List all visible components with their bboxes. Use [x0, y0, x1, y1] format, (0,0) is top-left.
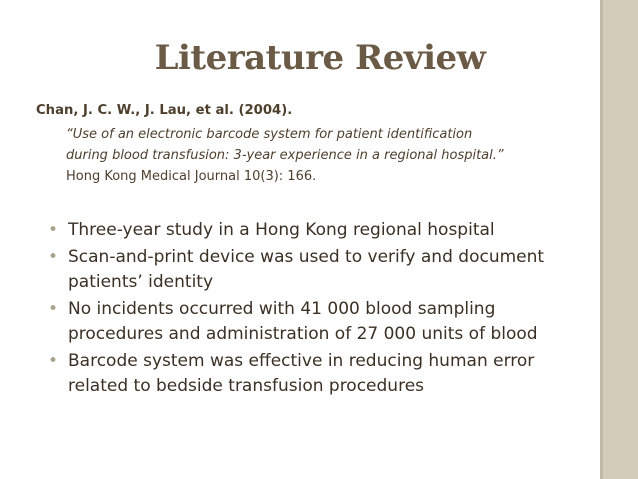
side-band-edge	[600, 0, 603, 479]
citation-block	[36, 103, 596, 187]
slide-title: Literature Review	[154, 38, 486, 78]
bullet-dot-icon: •	[48, 247, 59, 267]
citation-article-title	[66, 124, 596, 166]
bullet-dot-icon: •	[48, 351, 59, 371]
bullet-text: No incidents occurred with 41 000 blood sampling procedures and administration of 27 000 units of blood	[68, 299, 538, 344]
bullet-dot-icon: •	[48, 299, 59, 319]
bullet-text: Barcode system was effective in reducing human error related to bedside transfusion procedures	[68, 351, 535, 396]
bullet-item	[48, 218, 588, 243]
bullet-item	[48, 297, 588, 347]
bullet-item	[48, 245, 588, 295]
bullet-item	[48, 349, 588, 399]
bullet-dot-icon: •	[48, 220, 59, 240]
citation-title-line-2: during blood transfusion: 3-year experience in a regional hospital.”	[66, 148, 504, 163]
citation-journal: Hong Kong Medical Journal 10(3): 166.	[66, 169, 317, 184]
citation-title-line-1: “Use of an electronic barcode system for patient identification	[66, 127, 473, 142]
bullet-text: Scan-and-print device was used to verify and document patients’ identity	[68, 247, 545, 292]
citation-authors: Chan, J. C. W., J. Lau, et al. (2004).	[36, 103, 293, 118]
bullet-text: Three-year study in a Hong Kong regional hospital	[68, 220, 495, 240]
bullet-list	[48, 218, 588, 401]
decorative-side-band	[600, 0, 638, 479]
